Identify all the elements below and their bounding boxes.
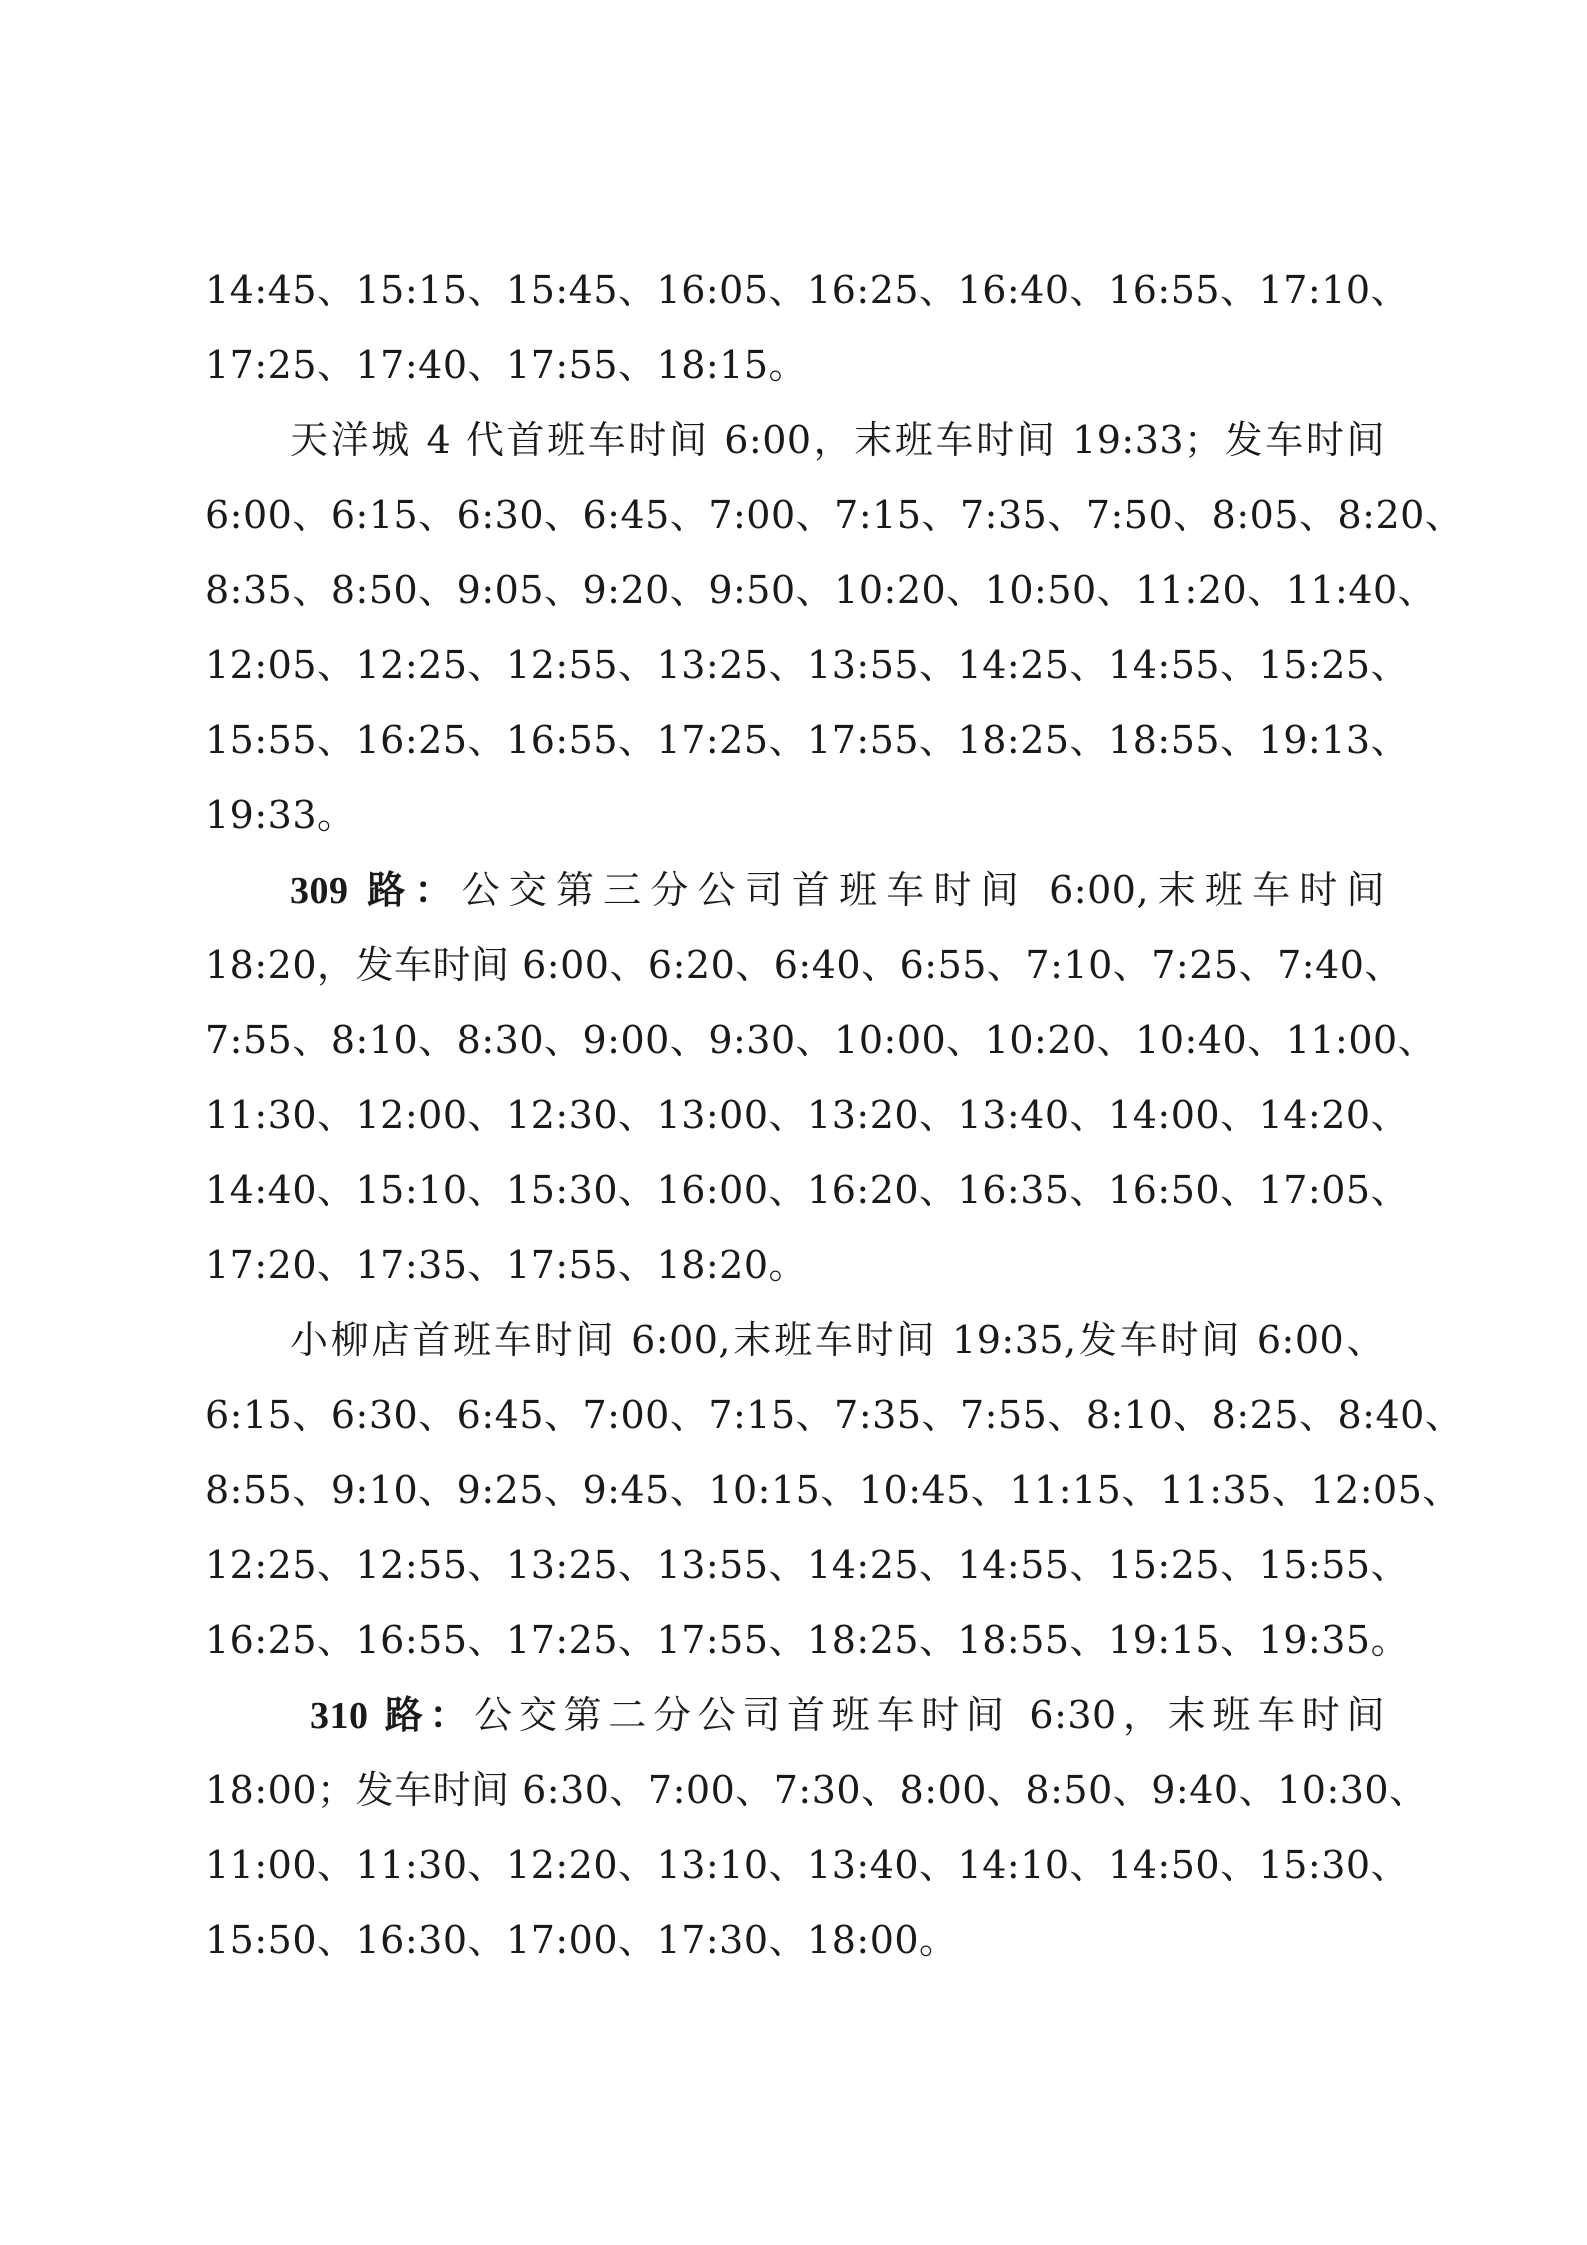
text-line: 17:20、17:35、17:55、18:20。: [205, 1243, 808, 1287]
text-line: 18:20，发车时间 6:00、6:20、6:40、6:55、7:10、7:25、7:40、: [205, 943, 1403, 987]
text-line: 11:00、11:30、12:20、13:10、13:40、14:10、14:50、15:30、: [205, 1843, 1410, 1887]
text-line: 8:55、9:10、9:25、9:45、10:15、10:45、11:15、11:35、12:05、: [205, 1468, 1461, 1512]
route-310-label: 310 路：: [310, 1695, 475, 1737]
text-line: 12:25、12:55、13:25、13:55、14:25、14:55、15:25、15:55、: [205, 1543, 1410, 1587]
text-line: 19:33。: [205, 793, 356, 837]
text-line: 12:05、12:25、12:55、13:25、13:55、14:25、14:55、15:25、: [205, 643, 1410, 687]
text-line: 小柳店首班车时间 6:00,末班车时间 19:35,发车时间 6:00、: [290, 1318, 1385, 1362]
route-309-label: 309 路：: [290, 870, 462, 912]
text-line: 17:25、17:40、17:55、18:15。: [205, 343, 808, 387]
text-line: 14:40、15:10、15:30、16:00、16:20、16:35、16:50、17:05、: [205, 1168, 1410, 1212]
text-line: 18:00；发车时间 6:30、7:00、7:30、8:00、8:50、9:40、10:30、: [205, 1768, 1428, 1812]
route-309-text: 公交第三分公司首班车时间 6:00,末班车时间: [461, 868, 1385, 912]
route-309-line: [290, 865, 1385, 915]
route-310-line: [310, 1690, 1385, 1740]
text-line: 7:55、8:10、8:30、9:00、9:30、10:00、10:20、10:40、11:00、: [205, 1018, 1437, 1062]
text-line: 8:35、8:50、9:05、9:20、9:50、10:20、10:50、11:20、11:40、: [205, 568, 1437, 612]
text-line: 15:55、16:25、16:55、17:25、17:55、18:25、18:55、19:13、: [205, 718, 1410, 762]
text-line: 6:00、6:15、6:30、6:45、7:00、7:15、7:35、7:50、8:05、8:20、: [205, 493, 1464, 537]
text-line: 15:50、16:30、17:00、17:30、18:00。: [205, 1918, 958, 1962]
text-line: 天洋城 4 代首班车时间 6:00，末班车时间 19:33；发车时间: [290, 418, 1385, 462]
text-line: 14:45、15:15、15:45、16:05、16:25、16:40、16:55、17:10、: [205, 268, 1410, 312]
text-line: 6:15、6:30、6:45、7:00、7:15、7:35、7:55、8:10、8:25、8:40、: [205, 1393, 1464, 1437]
route-310-text: 公交第二分公司首班车时间 6:30，末班车时间: [474, 1693, 1385, 1737]
text-line: 16:25、16:55、17:25、17:55、18:25、18:55、19:15、19:35。: [205, 1618, 1410, 1662]
text-line: 11:30、12:00、12:30、13:00、13:20、13:40、14:00、14:20、: [205, 1093, 1410, 1137]
